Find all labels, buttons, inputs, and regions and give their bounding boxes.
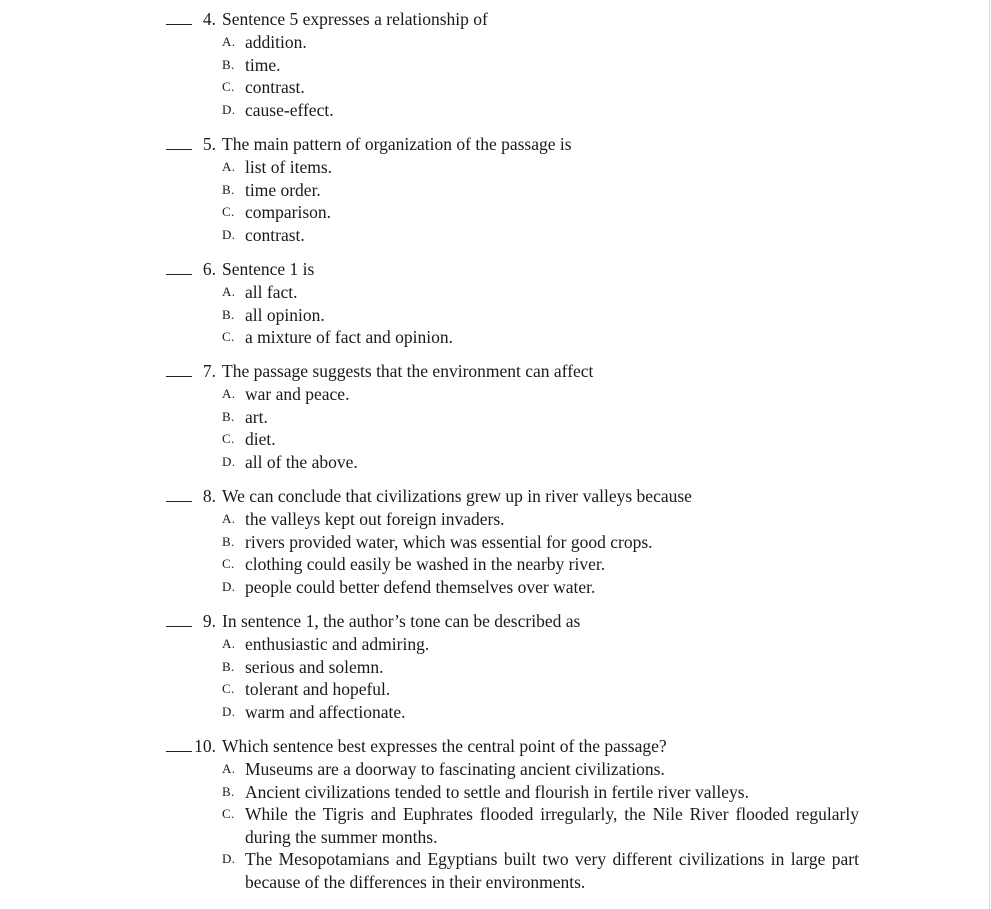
option-text: Ancient civilizations tended to settle and flourish in fertile river valleys. (245, 781, 749, 802)
option-text: people could better defend themselves over water. (245, 576, 596, 597)
answer-blank[interactable] (166, 376, 192, 377)
option-a (0, 633, 991, 656)
option-b (0, 179, 991, 202)
option-letter: C. (222, 79, 235, 94)
option-text: contrast. (245, 224, 305, 245)
question-4 (0, 8, 991, 121)
option-text: serious and solemn. (245, 656, 384, 677)
option-letter: C. (222, 556, 235, 571)
question-stem (0, 360, 991, 383)
question-stem (0, 133, 991, 156)
option-letter: C. (222, 431, 235, 446)
question-stem (0, 610, 991, 633)
option-d (0, 848, 991, 893)
option-list (0, 31, 991, 121)
option-c (0, 803, 991, 848)
question-7 (0, 360, 991, 473)
option-letter: A. (222, 636, 236, 651)
option-text: The Mesopotamians and Egyptians built two very different civilizations in large part because of the differences in their environments. (245, 849, 859, 892)
question-text: We can conclude that civilizations grew up in river valleys because (222, 486, 692, 506)
option-text: tolerant and hopeful. (245, 679, 391, 699)
option-d (0, 99, 991, 122)
option-c (0, 76, 991, 99)
option-text: clothing could easily be washed in the nearby river. (245, 554, 606, 574)
option-text: all of the above. (245, 451, 358, 472)
question-text: In sentence 1, the author’s tone can be described as (222, 611, 581, 631)
option-letter: B. (222, 783, 235, 799)
option-letter: A. (222, 761, 236, 776)
question-stem (0, 485, 991, 508)
option-list (0, 633, 991, 723)
option-a (0, 508, 991, 531)
option-letter: B. (222, 181, 235, 197)
option-c (0, 678, 991, 701)
option-text: list of items. (245, 157, 333, 177)
option-letter: B. (222, 306, 235, 322)
option-b (0, 54, 991, 77)
option-letter: D. (222, 703, 236, 719)
answer-blank[interactable] (166, 501, 192, 502)
option-d (0, 576, 991, 599)
option-text: comparison. (245, 202, 332, 222)
question-number: 7. (202, 361, 216, 381)
option-text: art. (245, 406, 268, 427)
question-5 (0, 133, 991, 246)
question-stem (0, 8, 991, 31)
option-text: cause-effect. (245, 99, 334, 120)
option-letter: A. (222, 386, 236, 401)
option-letter: D. (222, 453, 236, 469)
option-text: rivers provided water, which was essential for good crops. (245, 531, 653, 552)
option-list (0, 156, 991, 246)
option-d (0, 451, 991, 474)
option-c (0, 553, 991, 576)
question-text: Sentence 1 is (222, 259, 315, 279)
option-letter: A. (222, 34, 236, 49)
option-text: Museums are a doorway to fascinating ancient civilizations. (245, 759, 665, 779)
option-b (0, 531, 991, 554)
option-a (0, 281, 991, 304)
option-b (0, 304, 991, 327)
question-number: 5. (202, 134, 216, 154)
question-9 (0, 610, 991, 723)
question-text: Sentence 5 expresses a relationship of (222, 9, 488, 29)
option-c (0, 326, 991, 349)
answer-blank[interactable] (166, 24, 192, 25)
question-10 (0, 735, 991, 893)
option-a (0, 758, 991, 781)
question-number: 4. (202, 9, 216, 29)
question-stem (0, 258, 991, 281)
option-letter: B. (222, 533, 235, 549)
option-list (0, 508, 991, 598)
question-8 (0, 485, 991, 598)
question-text: The main pattern of organization of the passage is (222, 134, 572, 154)
option-letter: A. (222, 159, 236, 174)
answer-blank[interactable] (166, 751, 192, 752)
question-stem (0, 735, 991, 758)
option-text: diet. (245, 429, 276, 449)
option-list (0, 281, 991, 349)
question-text: The passage suggests that the environment can affect (222, 361, 594, 381)
option-text: addition. (245, 32, 307, 52)
answer-blank[interactable] (166, 274, 192, 275)
option-letter: D. (222, 226, 236, 242)
option-list (0, 758, 991, 893)
option-letter: B. (222, 408, 235, 424)
option-a (0, 31, 991, 54)
option-text: all fact. (245, 282, 298, 302)
option-text: time. (245, 54, 281, 75)
option-text: While the Tigris and Euphrates flooded irregularly, the Nile River flooded regularly during the summer months. (245, 804, 859, 847)
option-letter: A. (222, 511, 236, 526)
option-letter: D. (222, 851, 236, 866)
option-c (0, 428, 991, 451)
question-text: Which sentence best expresses the central point of the passage? (222, 736, 667, 756)
option-letter: D. (222, 101, 236, 117)
option-letter: C. (222, 806, 235, 821)
option-letter: C. (222, 329, 235, 344)
option-letter: A. (222, 284, 236, 299)
question-number: 8. (202, 486, 216, 506)
option-text: a mixture of fact and opinion. (245, 327, 453, 347)
option-a (0, 383, 991, 406)
option-letter: C. (222, 681, 235, 696)
answer-blank[interactable] (166, 626, 192, 627)
option-text: all opinion. (245, 304, 325, 325)
option-a (0, 156, 991, 179)
option-text: time order. (245, 179, 321, 200)
question-number: 6. (202, 259, 216, 279)
option-letter: B. (222, 658, 235, 674)
option-text: enthusiastic and admiring. (245, 634, 430, 654)
option-list (0, 383, 991, 473)
option-letter: C. (222, 204, 235, 219)
option-d (0, 224, 991, 247)
option-d (0, 701, 991, 724)
option-letter: B. (222, 56, 235, 72)
question-number: 10. (194, 736, 216, 756)
option-text: warm and affectionate. (245, 701, 406, 722)
option-b (0, 406, 991, 429)
option-b (0, 656, 991, 679)
question-number: 9. (202, 611, 216, 631)
option-b (0, 781, 991, 804)
option-text: the valleys kept out foreign invaders. (245, 509, 505, 529)
option-text: contrast. (245, 77, 305, 97)
answer-blank[interactable] (166, 149, 192, 150)
option-c (0, 201, 991, 224)
question-6 (0, 258, 991, 349)
option-text: war and peace. (245, 384, 350, 404)
option-letter: D. (222, 578, 236, 594)
